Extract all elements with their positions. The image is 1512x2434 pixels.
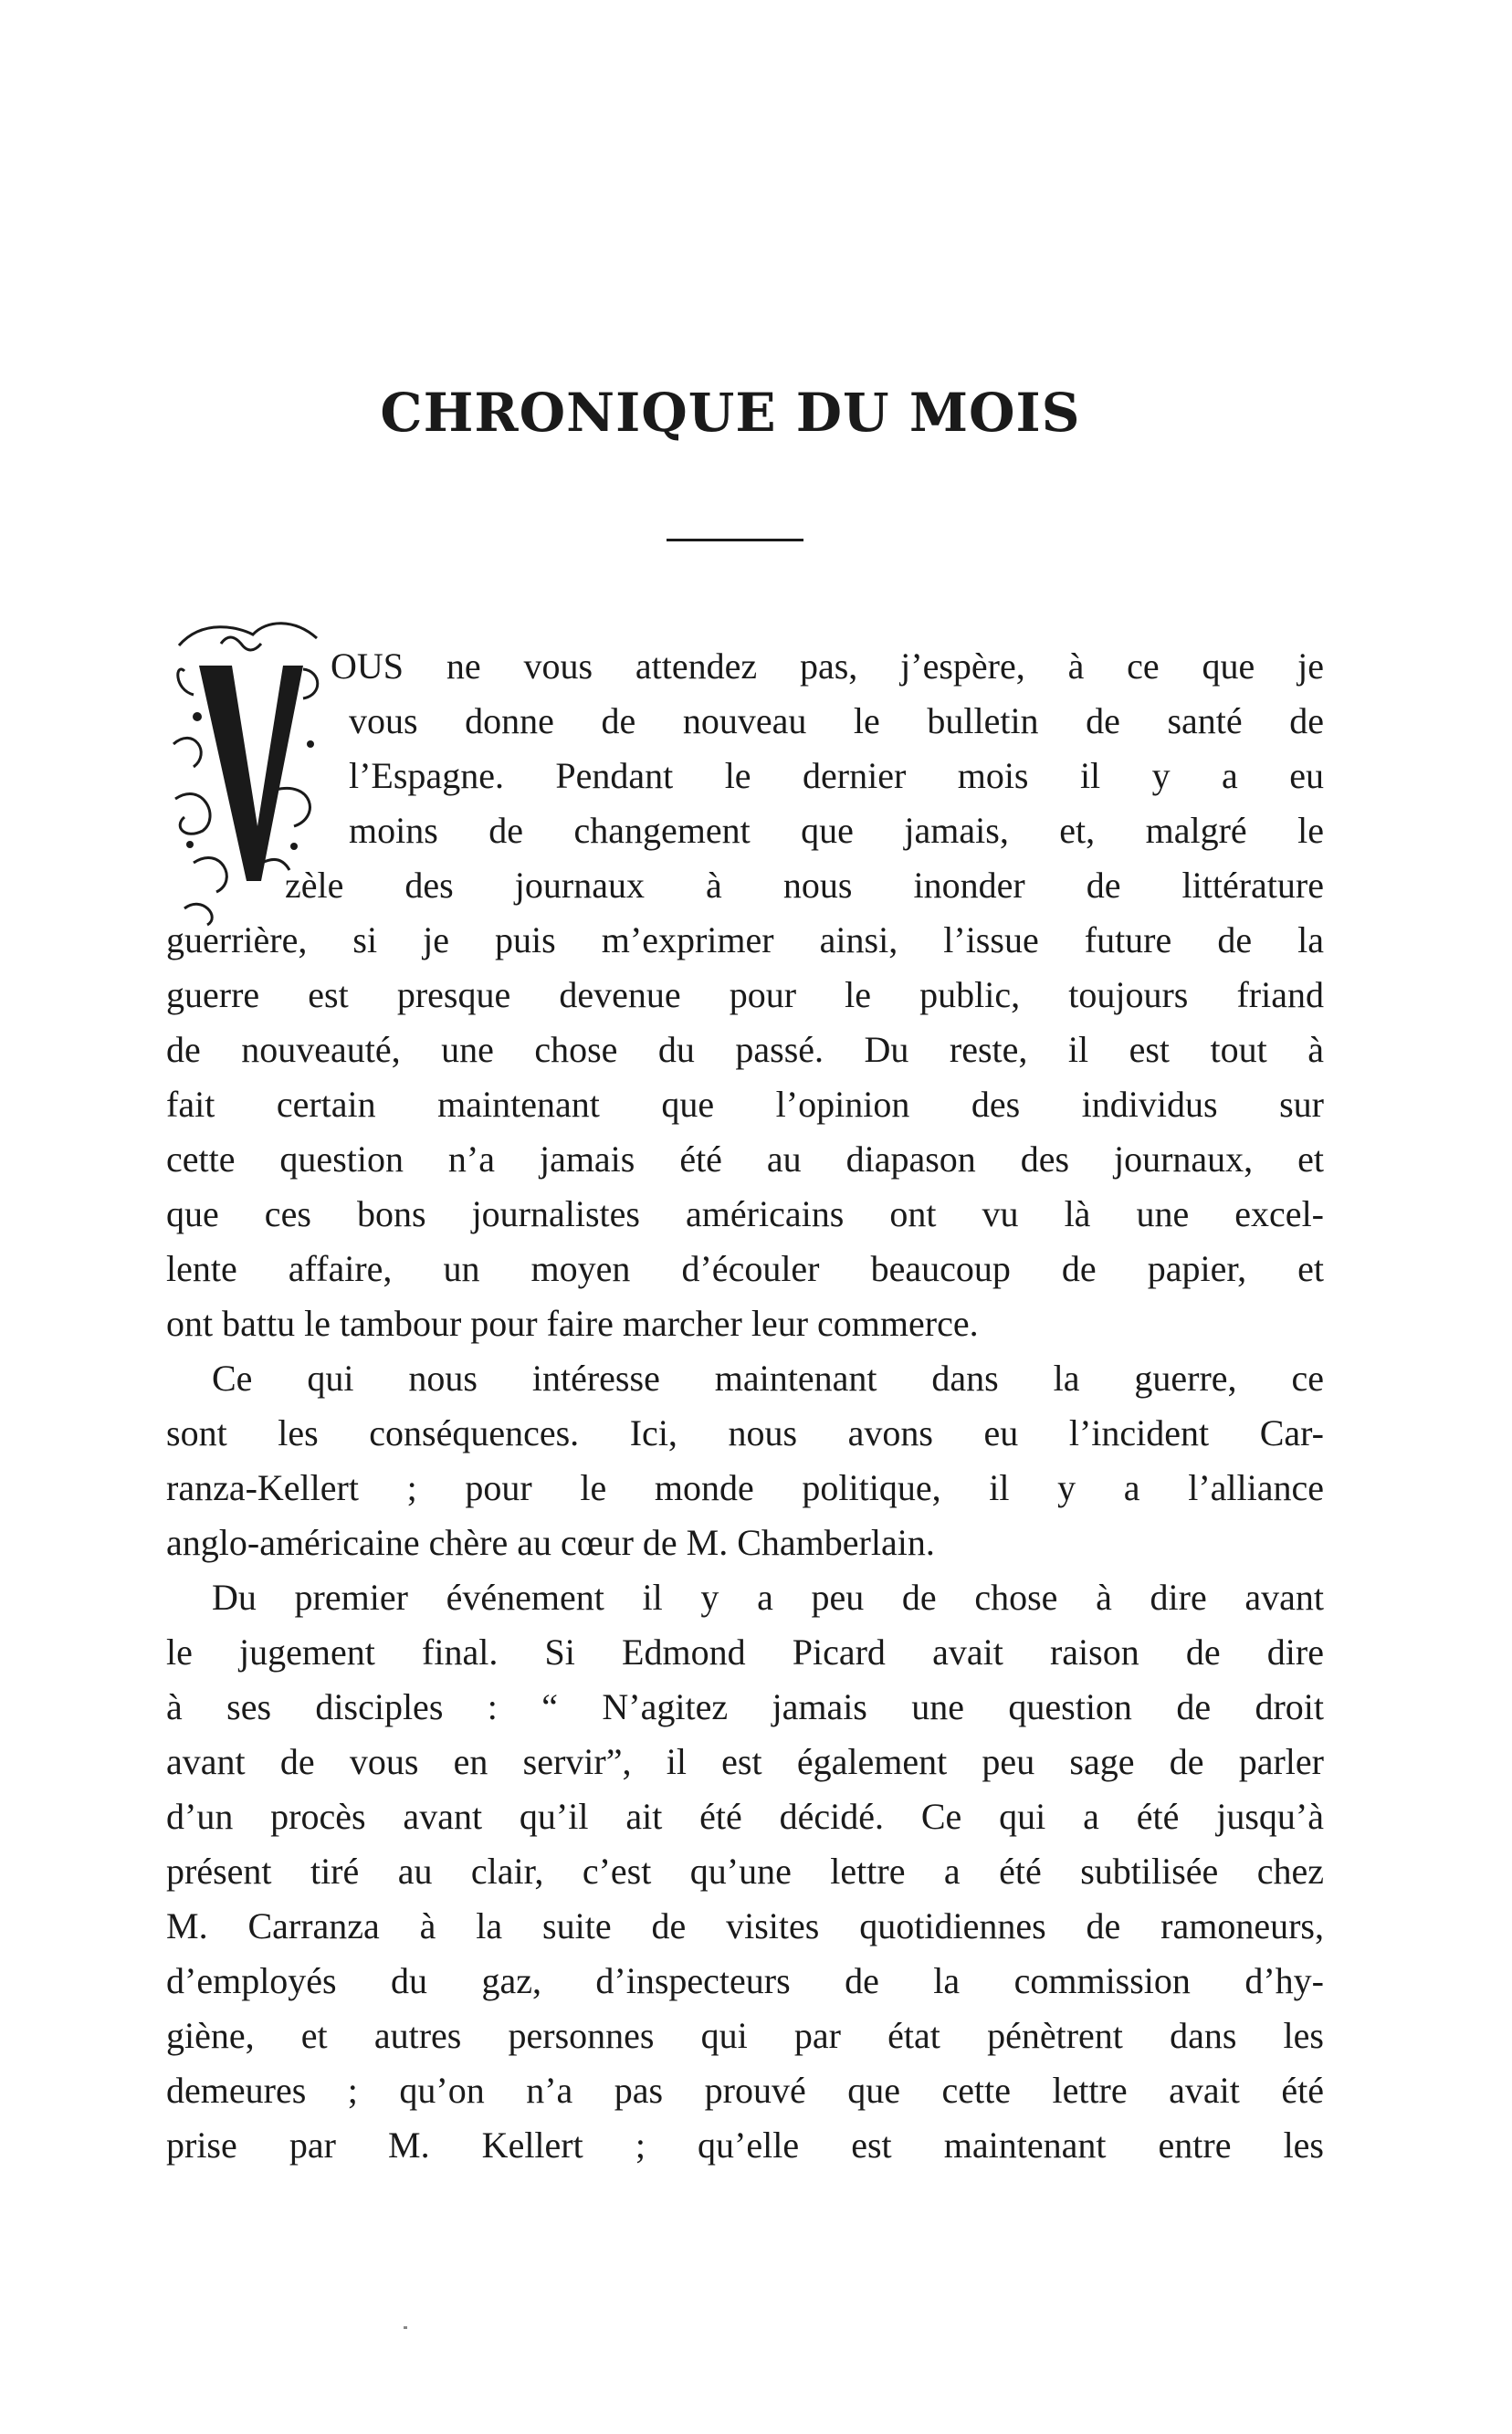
text-line: M. Carranza à la suite de visites quotidiennes de ramoneurs, (166, 1905, 1324, 1946)
text-line: lente affaire, un moyen d’écouler beaucoup de papier, et (166, 1248, 1324, 1289)
text-line: demeures ; qu’on n’a pas prouvé que cette lettre avait été (166, 2070, 1324, 2111)
text-line: d’employés du gaz, d’inspecteurs de la commission d’hy- (166, 1960, 1324, 2001)
title-rule (667, 539, 803, 541)
text-line: guerre est presque devenue pour le public, toujours friand (166, 974, 1324, 1015)
text-line: giène, et autres personnes qui par état pénètrent dans les (166, 2015, 1324, 2056)
chapter-title: CHRONIQUE DU MOIS (380, 382, 1081, 444)
text-line: que ces bons journalistes américains ont vu là une excel- (166, 1193, 1324, 1234)
paper-speck (404, 2326, 407, 2329)
text-line: sont les conséquences. Ici, nous avons eu l’incident Car- (166, 1412, 1324, 1453)
text-line: ont battu le tambour pour faire marcher leur commerce. (166, 1303, 979, 1344)
text-line: moins de changement que jamais, et, malgré le (349, 810, 1324, 851)
text-line: guerrière, si je puis m’exprimer ainsi, l’issue future de la (166, 919, 1324, 960)
text-line: vous donne de nouveau le bulletin de santé de (349, 700, 1324, 741)
text-line: anglo-américaine chère au cœur de M. Chamberlain. (166, 1522, 935, 1563)
text-line: ranza-Kellert ; pour le monde politique, il y a l’alliance (166, 1467, 1324, 1508)
text-line: le jugement final. Si Edmond Picard avait raison de dire (166, 1631, 1324, 1673)
text-line: Du premier événement il y a peu de chose à dire avant (212, 1577, 1324, 1618)
text-line: avant de vous en servir”, il est également peu sage de parler (166, 1741, 1324, 1782)
text-line: OUS ne vous attendez pas, j’espère, à ce que je (331, 645, 1324, 687)
text-line: de nouveauté, une chose du passé. Du reste, il est tout à (166, 1029, 1324, 1070)
text-line: à ses disciples : “ N’agitez jamais une question de droit (166, 1686, 1324, 1727)
text-line: présent tiré au clair, c’est qu’une lettre a été subtilisée chez (166, 1851, 1324, 1892)
text-line: prise par M. Kellert ; qu’elle est maintenant entre les (166, 2125, 1324, 2166)
text-line: cette question n’a jamais été au diapason des journaux, et (166, 1138, 1324, 1180)
text-line: zèle des journaux à nous inonder de littérature (285, 865, 1324, 906)
body-text (166, 639, 1324, 2173)
text-line: Ce qui nous intéresse maintenant dans la guerre, ce (212, 1358, 1324, 1399)
text-line: d’un procès avant qu’il ait été décidé. Ce qui a été jusqu’à (166, 1796, 1324, 1837)
text-line: l’Espagne. Pendant le dernier mois il y a eu (349, 755, 1324, 796)
text-line: fait certain maintenant que l’opinion des individus sur (166, 1084, 1324, 1125)
